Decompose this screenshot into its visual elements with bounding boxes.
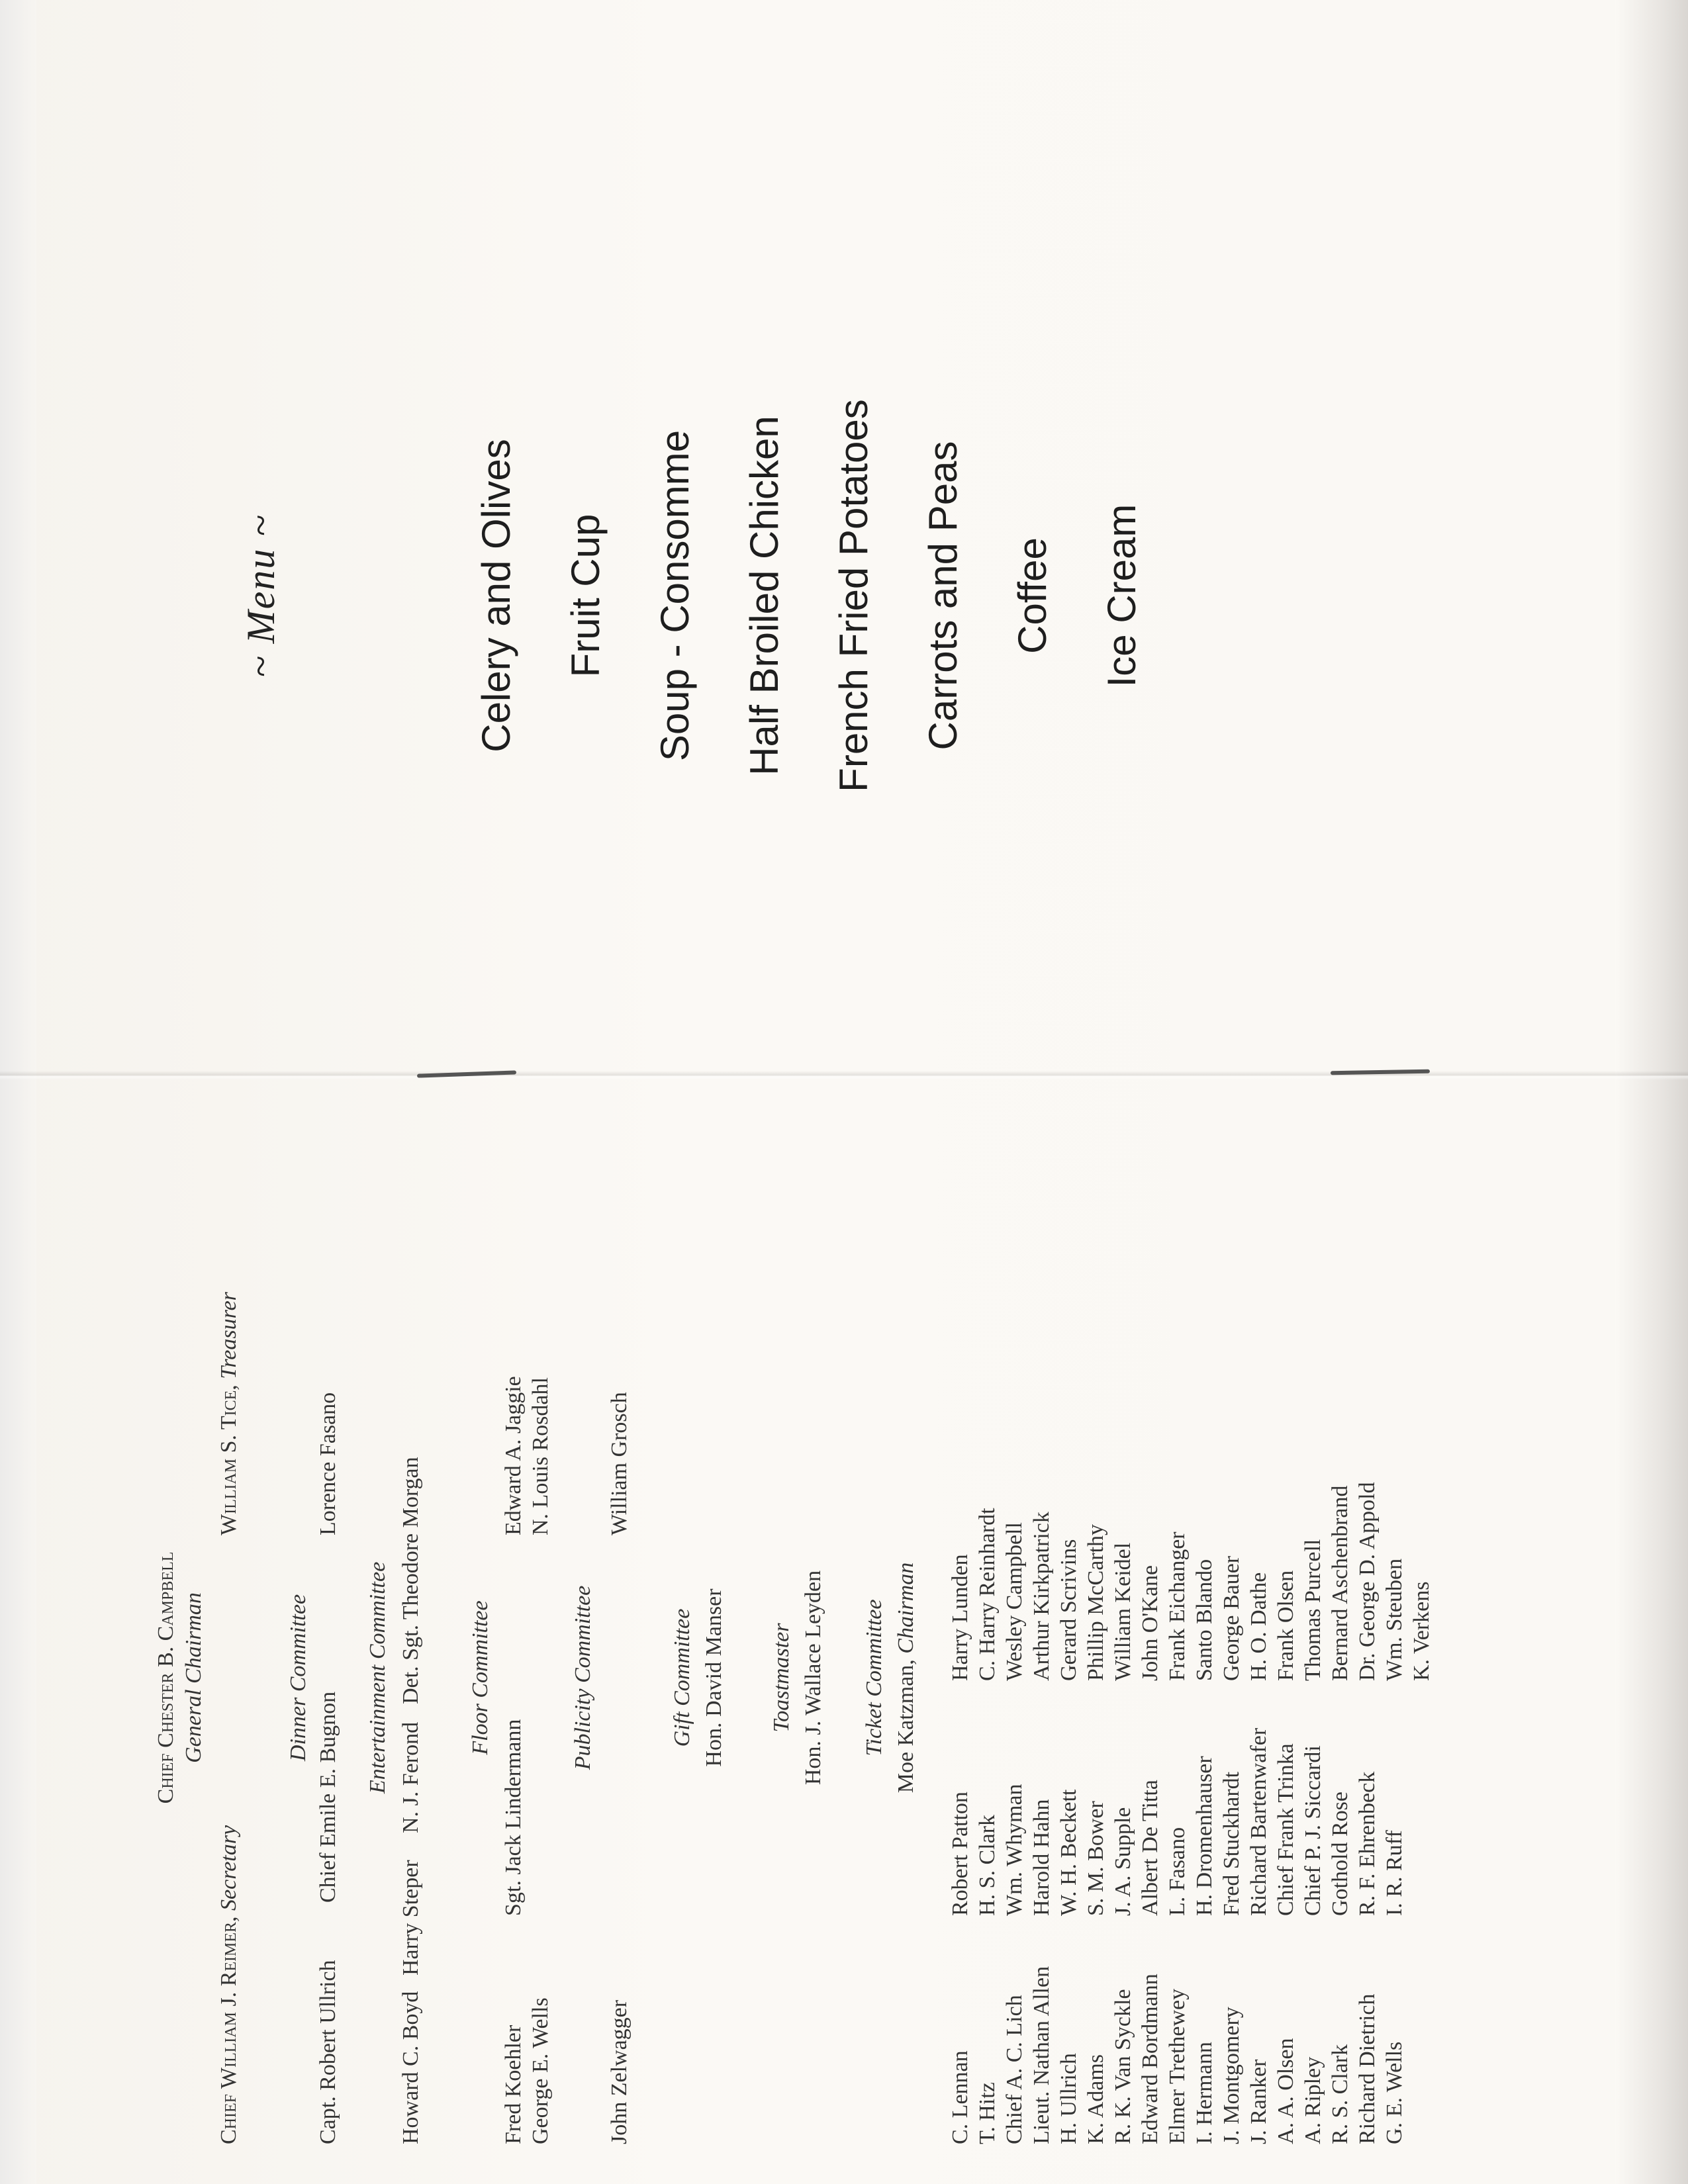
list-item: G. E. Wells	[1382, 2041, 1407, 2144]
list-item: R. F. Ehrenbeck	[1355, 1771, 1380, 1916]
entertainment-member: Det. Sgt. Theodore Morgan	[399, 1457, 423, 1704]
dinner-committee-title: Dinner Committee	[286, 1594, 310, 1762]
list-item: Frank Eichanger	[1165, 1531, 1190, 1681]
dinner-member: Chief Emile E. Bugnon	[316, 1691, 340, 1903]
list-item: Frank Olsen	[1274, 1570, 1298, 1681]
list-item: R. S. Clark	[1328, 2044, 1352, 2144]
list-item: A. A. Olsen	[1274, 2038, 1298, 2144]
entertainment-member: Howard C. Boyd	[399, 1991, 423, 2144]
right-edge-shadow	[1615, 0, 1688, 2184]
list-item: Gerard Scrivins	[1056, 1539, 1081, 1681]
left-margin-strip	[0, 0, 36, 2184]
committee-panel	[132, 1211, 1456, 2144]
entertainment-committee-title: Entertainment Committee	[365, 1561, 390, 1794]
dinner-member: Capt. Robert Ullrich	[316, 1960, 340, 2144]
floor-committee-title: Floor Committee	[468, 1600, 492, 1755]
publicity-member: William Grosch	[607, 1392, 632, 1535]
menu-item: French Fried Potatoes	[831, 399, 876, 792]
menu-item: Carrots and Peas	[921, 441, 965, 751]
menu-item: Ice Cream	[1100, 504, 1144, 688]
list-item: Arthur Kirkpatrick	[1029, 1512, 1054, 1681]
list-item: S. M. Bower	[1084, 1801, 1108, 1916]
list-item: Wm. Whyman	[1002, 1784, 1027, 1916]
list-item: Robert Patton	[948, 1792, 972, 1916]
list-item: Edward Bordmann	[1138, 1974, 1162, 2144]
list-item: John O'Kane	[1138, 1565, 1162, 1681]
list-item: Chief A. C. Lich	[1002, 1995, 1027, 2144]
list-item: T. Hitz	[975, 2082, 1000, 2144]
ticket-chairman-line	[892, 1211, 919, 2144]
list-item: H. Dromenhauser	[1192, 1756, 1217, 1916]
list-item: C. Harry Reinhardt	[975, 1508, 1000, 1681]
dinner-member: Lorence Fasano	[316, 1392, 340, 1535]
secretary-name: Chief William J. Reimer,	[216, 1916, 241, 2144]
list-item: H. O. Dathe	[1246, 1572, 1271, 1681]
general-chairman-title: General Chairman	[181, 1592, 206, 1763]
ticket-chairman-title: Chairman	[894, 1562, 918, 1654]
entertainment-member: Harry Steper	[399, 1860, 423, 1976]
floor-member: Sgt. Jack Lindermann	[501, 1719, 526, 1916]
list-item: J. Montgomery	[1219, 2007, 1244, 2144]
floor-member: Fred Koehler	[501, 2025, 526, 2144]
list-item: K. Verkens	[1409, 1581, 1434, 1681]
secretary-line	[215, 1825, 242, 2144]
ticket-chairman-name: Moe Katzman,	[894, 1659, 918, 1794]
treasurer-name: William S. Tice,	[216, 1385, 241, 1535]
menu-item: Celery and Olives	[474, 439, 518, 752]
floor-member: George E. Wells	[528, 1997, 553, 2144]
list-item: Richard Bartenwafer	[1246, 1727, 1271, 1916]
ticket-column-1	[947, 1966, 1408, 2144]
toastmaster-title: Toastmaster	[769, 1623, 794, 1733]
floor-member: N. Louis Rosdahl	[528, 1377, 553, 1535]
menu-item: Fruit Cup	[563, 514, 608, 678]
list-item: Richard Dietrich	[1355, 1993, 1380, 2144]
general-chairman-name: Chief Chester B. Campbell	[154, 1551, 178, 1804]
list-item: Thomas Purcell	[1301, 1539, 1325, 1681]
list-item: H. S. Clark	[975, 1815, 1000, 1916]
publicity-committee-title: Publicity Committee	[571, 1585, 595, 1770]
publicity-member: John Zelwagger	[607, 1999, 632, 2144]
list-item: Harold Hahn	[1029, 1799, 1054, 1916]
list-item: Lieut. Nathan Allen	[1029, 1966, 1054, 2144]
list-item: J. A. Supple	[1111, 1807, 1135, 1916]
list-item: Albert De Titta	[1138, 1780, 1162, 1916]
list-item: Santo Blando	[1192, 1559, 1217, 1681]
treasurer-line	[215, 1292, 242, 1535]
menu-title: ~ Menu ~	[239, 514, 283, 678]
list-item: A. Ripley	[1301, 2056, 1325, 2144]
floor-member: Edward A. Jaggie	[501, 1376, 526, 1535]
list-item: Fred Stuckhardt	[1219, 1771, 1244, 1916]
list-item: I. Hermann	[1192, 2042, 1217, 2144]
ticket-column-2	[947, 1728, 1408, 1916]
menu-panel	[199, 265, 1489, 927]
list-item: William Keidel	[1111, 1542, 1135, 1681]
ticket-committee-title: Ticket Committee	[862, 1599, 886, 1756]
list-item: Bernard Aschenbrand	[1328, 1485, 1352, 1681]
list-item: C. Lennan	[948, 2050, 972, 2144]
list-item: Phillip McCarthy	[1084, 1524, 1108, 1681]
list-item: Chief Frank Trinka	[1274, 1743, 1298, 1916]
list-item: Gothold Rose	[1328, 1792, 1352, 1916]
list-item: I. R. Ruff	[1382, 1830, 1407, 1916]
menu-item: Soup - Consomme	[653, 430, 697, 762]
list-item: Chief P. J. Siccardi	[1301, 1745, 1325, 1916]
list-item: H. Ullrich	[1056, 2053, 1081, 2144]
list-item: Wesley Campbell	[1002, 1522, 1027, 1681]
ticket-column-3	[947, 1482, 1435, 1681]
gift-member: Hon. David Manser	[702, 1588, 726, 1767]
secretary-title: Secretary	[216, 1825, 241, 1911]
menu-item: Coffee	[1010, 537, 1055, 654]
list-item: L. Fasano	[1165, 1827, 1190, 1916]
toastmaster-name: Hon. J. Wallace Leyden	[801, 1570, 825, 1786]
list-item: Wm. Steuben	[1382, 1558, 1407, 1681]
gift-committee-title: Gift Committee	[670, 1608, 694, 1747]
list-item: W. H. Beckett	[1056, 1789, 1081, 1916]
list-item: J. Ranker	[1246, 2059, 1271, 2144]
center-fold	[0, 1071, 1688, 1080]
menu-item: Half Broiled Chicken	[742, 416, 786, 776]
list-item: Elmer Trethewey	[1165, 1988, 1190, 2144]
treasurer-title: Treasurer	[216, 1292, 241, 1379]
list-item: R. K. Van Syckle	[1111, 1989, 1135, 2144]
list-item: Dr. George D. Appold	[1355, 1482, 1380, 1681]
list-item: K. Adams	[1084, 2054, 1108, 2144]
list-item: George Bauer	[1219, 1555, 1244, 1681]
list-item: Harry Lunden	[948, 1554, 972, 1681]
entertainment-member: N. J. Ferond	[399, 1721, 423, 1833]
